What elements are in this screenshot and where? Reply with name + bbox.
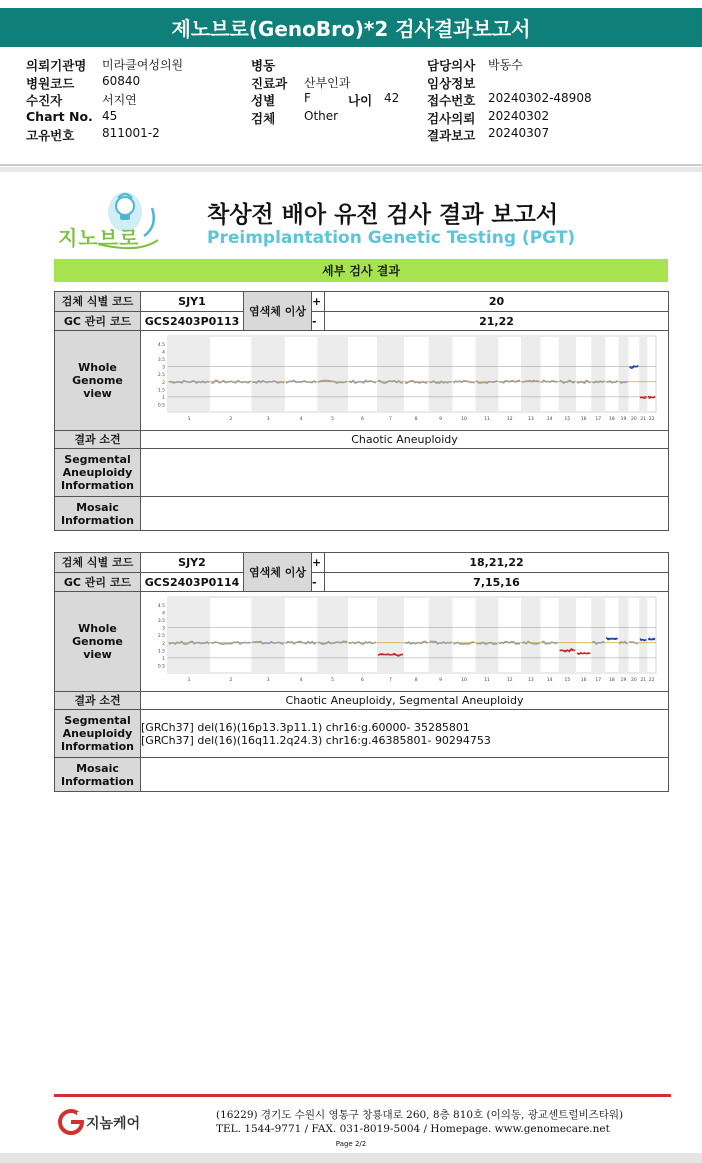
chromosome-band: [619, 336, 629, 412]
info-value: 60840: [102, 74, 141, 88]
gain-chromosomes: 18,21,22: [325, 553, 669, 573]
genome-plot-frame: [168, 597, 656, 673]
x-tick-label: 1: [187, 416, 191, 422]
y-tick-label: 3.5: [157, 357, 165, 363]
report-subtitle: Preimplantation Genetic Testing (PGT): [207, 228, 576, 248]
genomecare-logo: [58, 1109, 148, 1135]
footer-divider: [54, 1094, 671, 1097]
chromosome-band: [639, 336, 647, 412]
x-tick-label: 3: [266, 416, 270, 422]
genobro-logo-text: 지노브로: [58, 226, 140, 250]
x-tick-label: 8: [414, 677, 418, 683]
page-number: Page 2/2: [335, 1140, 367, 1148]
y-tick-label: 1: [162, 395, 165, 401]
gc-code-value: GCS2403P0113: [141, 312, 244, 331]
x-tick-label: 6: [361, 677, 364, 683]
info-label: 의뢰기관명: [26, 58, 87, 73]
chromosome-band: [317, 597, 348, 673]
x-tick-label: 21: [640, 416, 647, 422]
info-value: 20240302: [488, 109, 550, 123]
chromosome-21-copy-number: [640, 396, 646, 398]
footer-contact: TEL. 1544-9771 / FAX. 031-8019-5004 / Homepage. www.genomecare.net: [216, 1123, 610, 1135]
segmental-label: Segmental Aneuploidy Information: [55, 449, 141, 497]
gain-chromosomes: 20: [325, 292, 669, 312]
x-tick-label: 22: [648, 416, 655, 422]
x-tick-label: 19: [620, 677, 627, 683]
x-tick-label: 2: [229, 416, 233, 422]
x-tick-label: 17: [595, 416, 602, 422]
chromosome-band: [591, 597, 605, 673]
chromosome-band: [639, 597, 647, 673]
header-divider: [0, 164, 702, 166]
segmental-info: [141, 710, 669, 758]
y-tick-label: 2: [162, 380, 165, 386]
chromosome-band: [619, 597, 629, 673]
x-tick-label: 15: [564, 677, 571, 683]
x-tick-label: 13: [527, 677, 534, 683]
info-value: 박동수: [488, 58, 523, 72]
x-tick-label: 21: [640, 677, 647, 683]
y-tick-label: 3.5: [157, 618, 165, 624]
info-label: 검사의뢰: [427, 111, 476, 126]
x-tick-label: 4: [299, 677, 303, 683]
x-tick-label: 1: [187, 677, 191, 683]
x-tick-label: 6: [361, 416, 364, 422]
result-value: Chaotic Aneuploidy: [141, 431, 669, 449]
x-tick-label: 15: [564, 416, 571, 422]
whole-genome-chart: [141, 332, 667, 430]
info-label: 병원코드: [26, 76, 75, 91]
info-label: 담당의사: [427, 58, 476, 73]
x-tick-label: 20: [631, 677, 637, 683]
info-label: 병동: [251, 58, 276, 73]
sample-result-table: [54, 552, 669, 792]
whole-genome-label: Whole Genome view: [55, 592, 141, 692]
mosaic-info: [141, 758, 669, 792]
chromosome-band: [251, 336, 285, 412]
sample-code-value: SJY2: [141, 553, 244, 573]
mosaic-info: [141, 497, 669, 531]
info-label-age: 나이: [348, 93, 373, 108]
gc-code-label: GC 관리 코드: [55, 312, 141, 331]
info-value: 811001-2: [102, 126, 160, 140]
chromosome-band: [377, 597, 404, 673]
chromosome-band: [476, 336, 499, 412]
page-bottom-bar: [0, 1153, 702, 1163]
copy-number-trace: [620, 381, 628, 382]
x-tick-label: 19: [620, 416, 627, 422]
report-title: 착상전 배아 유전 검사 결과 보고서: [207, 202, 559, 228]
y-tick-label: 4: [162, 611, 165, 617]
chromosome-band: [317, 336, 348, 412]
x-tick-label: 10: [461, 677, 467, 683]
chromosome-band: [521, 336, 540, 412]
x-tick-label: 20: [631, 416, 637, 422]
whole-genome-label: Whole Genome view: [55, 331, 141, 431]
y-tick-label: 4: [162, 350, 165, 356]
info-value: Other: [304, 109, 339, 123]
gc-code-label: GC 관리 코드: [55, 573, 141, 592]
whole-genome-plot-cell: [141, 331, 669, 431]
y-tick-label: 3: [162, 626, 165, 632]
x-tick-label: 16: [580, 416, 587, 422]
y-tick-label: 2.5: [157, 633, 165, 639]
info-label: 검체: [251, 111, 276, 126]
chromosome-band: [559, 597, 576, 673]
info-label: 접수번호: [427, 93, 476, 108]
chromosome-band: [377, 336, 404, 412]
info-value: F: [304, 91, 311, 105]
y-tick-label: 2.5: [157, 372, 165, 378]
info-label: 고유번호: [26, 128, 75, 143]
whole-genome-plot-cell: [141, 592, 669, 692]
loss-symbol: -: [312, 573, 325, 592]
x-tick-label: 8: [414, 416, 418, 422]
header-divider-shadow: [0, 167, 702, 172]
x-tick-label: 12: [506, 416, 513, 422]
x-tick-label: 3: [266, 677, 270, 683]
mosaic-label: Mosaic Information: [55, 758, 141, 792]
gc-code-value: GCS2403P0114: [141, 573, 244, 592]
x-tick-label: 14: [546, 416, 553, 422]
patient-info-block: [0, 52, 702, 164]
sample-code-label: 검체 식별 코드: [55, 292, 141, 312]
info-label: 수진자: [26, 93, 63, 108]
y-tick-label: 4.5: [157, 603, 165, 609]
report-header-title: 제노브로(GenoBro)*2 검사결과보고서: [0, 8, 702, 47]
x-tick-label: 18: [609, 416, 615, 422]
chromosome-band: [521, 597, 540, 673]
x-tick-label: 13: [527, 416, 534, 422]
gain-symbol: +: [312, 553, 325, 573]
y-tick-label: 0.5: [157, 402, 165, 408]
chromosome-band: [559, 336, 576, 412]
chromosome-band: [429, 336, 453, 412]
x-tick-label: 16: [580, 677, 587, 683]
y-tick-label: 4.5: [157, 342, 165, 348]
info-value: 미라클여성의원: [102, 58, 184, 72]
chromosome-band: [168, 336, 210, 412]
genomecare-logo-icon: [58, 1109, 84, 1135]
chromosome-band: [591, 336, 605, 412]
info-label: Chart No.: [26, 109, 93, 124]
y-tick-label: 3: [162, 365, 165, 371]
gain-symbol: +: [312, 292, 325, 312]
loss-chromosomes: 7,15,16: [325, 573, 669, 592]
abnormality-label: 염색체 이상: [244, 292, 312, 331]
genome-plot-frame: [168, 336, 656, 412]
segmental-entry: [GRCh37] del(16)(16q11.2q24.3) chr16:g.46385801- 90294753: [141, 733, 491, 747]
info-value: 20240302-48908: [488, 91, 592, 105]
x-tick-label: 5: [331, 677, 335, 683]
sample-code-value: SJY1: [141, 292, 244, 312]
result-label: 결과 소견: [55, 431, 141, 449]
x-tick-label: 17: [595, 677, 602, 683]
x-tick-label: 9: [439, 677, 442, 683]
info-value: 산부인과: [304, 76, 351, 90]
x-tick-label: 7: [388, 677, 392, 683]
x-tick-label: 5: [331, 416, 335, 422]
info-label: 임상정보: [427, 76, 476, 91]
x-tick-label: 2: [229, 677, 233, 683]
y-tick-label: 2: [162, 641, 165, 647]
x-tick-label: 12: [506, 677, 513, 683]
x-tick-label: 22: [648, 677, 655, 683]
y-tick-label: 0.5: [157, 663, 165, 669]
info-value-age: 42: [384, 91, 400, 105]
abnormality-label: 염색체 이상: [244, 553, 312, 592]
chromosome-band: [251, 597, 285, 673]
footer-address-block: [216, 1108, 623, 1136]
info-value: 서지연: [102, 93, 137, 107]
segmental-info: [141, 449, 669, 497]
loss-symbol: -: [312, 312, 325, 331]
whole-genome-chart: [141, 593, 667, 691]
segmental-label: Segmental Aneuploidy Information: [55, 710, 141, 758]
y-tick-label: 1: [162, 656, 165, 662]
x-tick-label: 9: [439, 416, 442, 422]
result-label: 결과 소견: [55, 692, 141, 710]
mosaic-label: Mosaic Information: [55, 497, 141, 531]
info-value: 45: [102, 109, 118, 123]
sample-result-table: [54, 291, 669, 531]
y-tick-label: 1.5: [157, 648, 165, 654]
genomecare-logo-text: 지놈케어: [86, 1116, 141, 1132]
result-value: Chaotic Aneuploidy, Segmental Aneuploidy: [141, 692, 669, 710]
section-title: 세부 검사 결과: [54, 259, 668, 282]
x-tick-label: 14: [546, 677, 553, 683]
x-tick-label: 18: [609, 677, 615, 683]
x-tick-label: 7: [388, 416, 392, 422]
footer-address: (16229) 경기도 수원시 영통구 창룡대로 260, 8층 810호 (이의동, 광교센트럴비즈타워): [216, 1109, 624, 1121]
info-label: 결과보고: [427, 128, 476, 143]
x-tick-label: 11: [484, 677, 490, 683]
chromosome-band: [429, 597, 453, 673]
loss-chromosomes: 21,22: [325, 312, 669, 331]
chromosome-band: [168, 597, 210, 673]
chromosome-band: [476, 597, 499, 673]
info-label: 진료과: [251, 76, 288, 91]
info-label: 성별: [251, 93, 276, 108]
x-tick-label: 4: [299, 416, 303, 422]
segmental-entry: [GRCh37] del(16)(16p13.3p11.1) chr16:g.60000- 35285801: [141, 720, 470, 734]
x-tick-label: 11: [484, 416, 490, 422]
y-tick-label: 1.5: [157, 387, 165, 393]
chromosome-19-copy-number: [620, 381, 628, 382]
info-value: 20240307: [488, 126, 550, 140]
x-tick-label: 10: [461, 416, 467, 422]
sample-code-label: 검체 식별 코드: [55, 553, 141, 573]
